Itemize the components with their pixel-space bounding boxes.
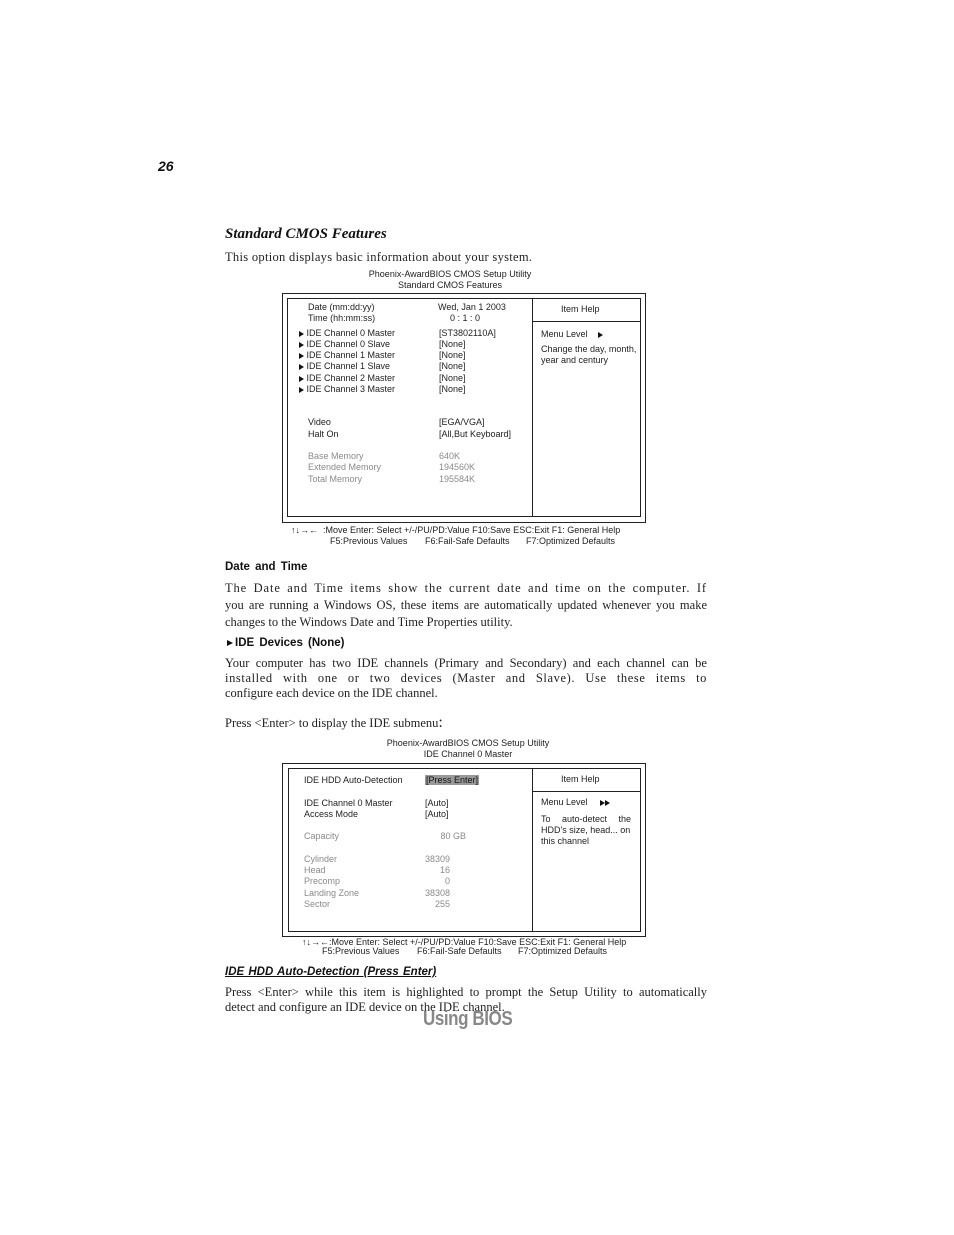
intro-text: This option displays basic information about your system. xyxy=(225,250,533,264)
bios2-divider xyxy=(532,768,533,932)
ide-devices-text-line: Your computer has two IDE channels (Primary and Secondary) and each channel can be xyxy=(225,656,707,670)
submenu-arrow-icon xyxy=(299,353,304,359)
ide-devices-text-line: configure each device on the IDE channel. xyxy=(225,686,438,700)
bios1-row-label[interactable]: Halt On xyxy=(308,429,339,439)
arrow-keys-icon: ↑↓→← xyxy=(291,525,318,535)
ide-devices-text-line: installed with one or two devices (Master and Slave). Use these items to xyxy=(225,671,707,685)
auto-detect-text-line: Press <Enter> while this item is highlighted to prompt the Setup Utility to automatically xyxy=(225,985,707,999)
bios1-row-label[interactable]: Time (hh:mm:ss) xyxy=(308,313,376,323)
date-time-heading: Date and Time xyxy=(225,561,308,573)
page-number: 26 xyxy=(158,158,174,174)
bios2-row-label: Landing Zone xyxy=(304,888,360,898)
date-time-text-line: changes to the Windows Date and Time Properties utility. xyxy=(225,615,513,629)
bios1-row-value: [None] xyxy=(439,361,466,371)
auto-detect-heading: IDE HDD Auto-Detection (Press Enter) xyxy=(225,966,437,978)
menu-level-arrow-icon xyxy=(598,332,603,338)
bios1-submenu-item[interactable]: IDE Channel 0 Master xyxy=(299,328,395,339)
bios1-row-value: 195584K xyxy=(439,474,476,484)
bios2-help-title: Item Help xyxy=(561,774,600,784)
bios2-row-value: 16 xyxy=(439,865,450,875)
bios1-row-label[interactable]: Video xyxy=(308,417,331,427)
bios1-menu-level: Menu Level xyxy=(541,329,603,340)
bios1-row-label: Extended Memory xyxy=(308,462,382,472)
footer-chapter-title: Using BIOS xyxy=(423,1008,513,1030)
bios1-key-legend: ↑↓→← :Move Enter: Select +/-/PU/PD:Value F10:Save ESC:Exit F1: General Help xyxy=(291,525,621,535)
bios1-key-f6: F6:Fail-Safe Defaults xyxy=(425,536,510,546)
bios2-row-label[interactable]: IDE Channel 0 Master xyxy=(304,798,393,808)
bios1-help-text: year and century xyxy=(541,355,609,365)
bios2-help-text: To auto-detect the xyxy=(541,814,631,824)
bios2-help-divider xyxy=(532,791,640,792)
press-enter-text: Press <Enter> to display the IDE submenu: xyxy=(225,714,443,731)
bios2-row-value: 80 GB xyxy=(440,831,466,841)
bios1-row-value: [None] xyxy=(439,384,466,394)
bios1-row-value: 0 : 1 : 0 xyxy=(450,313,481,323)
bios1-row-value: 640K xyxy=(439,451,461,461)
bios1-row-value: Wed, Jan 1 2003 xyxy=(438,302,506,312)
bios2-row-value: [Auto] xyxy=(425,798,449,808)
bios1-divider xyxy=(532,298,533,517)
bios2-row-value: 38309 xyxy=(424,854,450,864)
bios2-row-label[interactable]: Access Mode xyxy=(304,809,359,819)
bios2-row-value: [Auto] xyxy=(425,809,449,819)
menu-level-arrow-icon xyxy=(605,800,610,806)
date-time-text-line: The Date and Time items show the current date and time on the computer. If xyxy=(225,581,707,595)
bios1-row-label: Base Memory xyxy=(308,451,364,461)
bios2-row-value: 255 xyxy=(434,899,450,909)
bios1-caption-title: Phoenix-AwardBIOS CMOS Setup Utility xyxy=(368,269,532,279)
bios2-row-value: 0 xyxy=(444,876,450,886)
bios1-row-value: [All,But Keyboard] xyxy=(439,429,512,439)
bios1-key-f5: F5:Previous Values xyxy=(330,536,408,546)
auto-detect-text-line: detect and configure an IDE device on the IDE channel. xyxy=(225,1000,505,1014)
submenu-arrow-icon xyxy=(299,342,304,348)
bios1-submenu-item[interactable]: IDE Channel 2 Master xyxy=(299,373,395,384)
bios1-submenu-item[interactable]: IDE Channel 3 Master xyxy=(299,384,395,395)
bios2-row-value: 38308 xyxy=(424,888,450,898)
ide-devices-heading: IDE Devices (None) xyxy=(227,637,344,649)
bios2-inner-frame xyxy=(288,768,641,932)
arrow-keys-icon: ↑↓→← xyxy=(302,937,329,947)
bios1-help-title: Item Help xyxy=(561,304,600,314)
bios2-row-label: Precomp xyxy=(304,876,341,886)
bios2-key-legend: ↑↓→←:Move Enter: Select +/-/PU/PD:Value F10:Save ESC:Exit F1: General Help xyxy=(302,937,627,947)
bios2-help-text: this channel xyxy=(541,836,590,846)
bios1-help-text: Change the day, month, xyxy=(541,344,637,354)
bios2-row-label: Sector xyxy=(304,899,331,909)
submenu-arrow-icon xyxy=(299,331,304,337)
section-title: Standard CMOS Features xyxy=(225,226,387,242)
bios1-caption-subtitle: Standard CMOS Features xyxy=(397,280,503,290)
date-time-text-line: you are running a Windows OS, these items are automatically updated whenever you make xyxy=(225,598,707,612)
submenu-arrow-icon xyxy=(299,387,304,393)
bios1-row-label: Total Memory xyxy=(308,474,363,484)
submenu-arrow-icon xyxy=(227,640,233,646)
bios2-menu-level: Menu Level xyxy=(541,797,610,808)
bios1-submenu-item[interactable]: IDE Channel 0 Slave xyxy=(299,339,390,350)
bios2-caption-subtitle: IDE Channel 0 Master xyxy=(423,749,513,759)
auto-detection-value[interactable]: [Press Enter] xyxy=(426,775,479,785)
bios1-submenu-item[interactable]: IDE Channel 1 Master xyxy=(299,350,395,361)
bios2-key-f7: F7:Optimized Defaults xyxy=(518,946,608,956)
bios2-row-label: Cylinder xyxy=(304,854,338,864)
bios1-submenu-item[interactable]: IDE Channel 1 Slave xyxy=(299,361,390,372)
bios2-row-label: Head xyxy=(304,865,326,875)
bios2-row-label: Capacity xyxy=(304,831,340,841)
bios1-row-value: [None] xyxy=(439,350,466,360)
bios1-row-value: [ST3802110A] xyxy=(439,328,496,338)
bios2-caption-title: Phoenix-AwardBIOS CMOS Setup Utility xyxy=(386,738,550,748)
bios2-key-f6: F6:Fail-Safe Defaults xyxy=(417,946,502,956)
bios1-help-divider xyxy=(532,321,640,322)
submenu-arrow-icon xyxy=(299,376,304,382)
bios1-row-value: [EGA/VGA] xyxy=(439,417,485,427)
auto-detection-label[interactable]: IDE HDD Auto-Detection xyxy=(304,775,403,785)
bios1-row-value: [None] xyxy=(439,373,466,383)
bios2-key-f5: F5:Previous Values xyxy=(322,946,400,956)
bios1-key-f7: F7:Optimized Defaults xyxy=(526,536,616,546)
bios1-row-label[interactable]: Date (mm:dd:yy) xyxy=(308,302,375,312)
submenu-arrow-icon xyxy=(299,364,304,370)
bios2-help-text: HDD's size, head... on xyxy=(541,825,631,835)
bios1-row-value: 194560K xyxy=(439,462,476,472)
bios1-row-value: [None] xyxy=(439,339,466,349)
